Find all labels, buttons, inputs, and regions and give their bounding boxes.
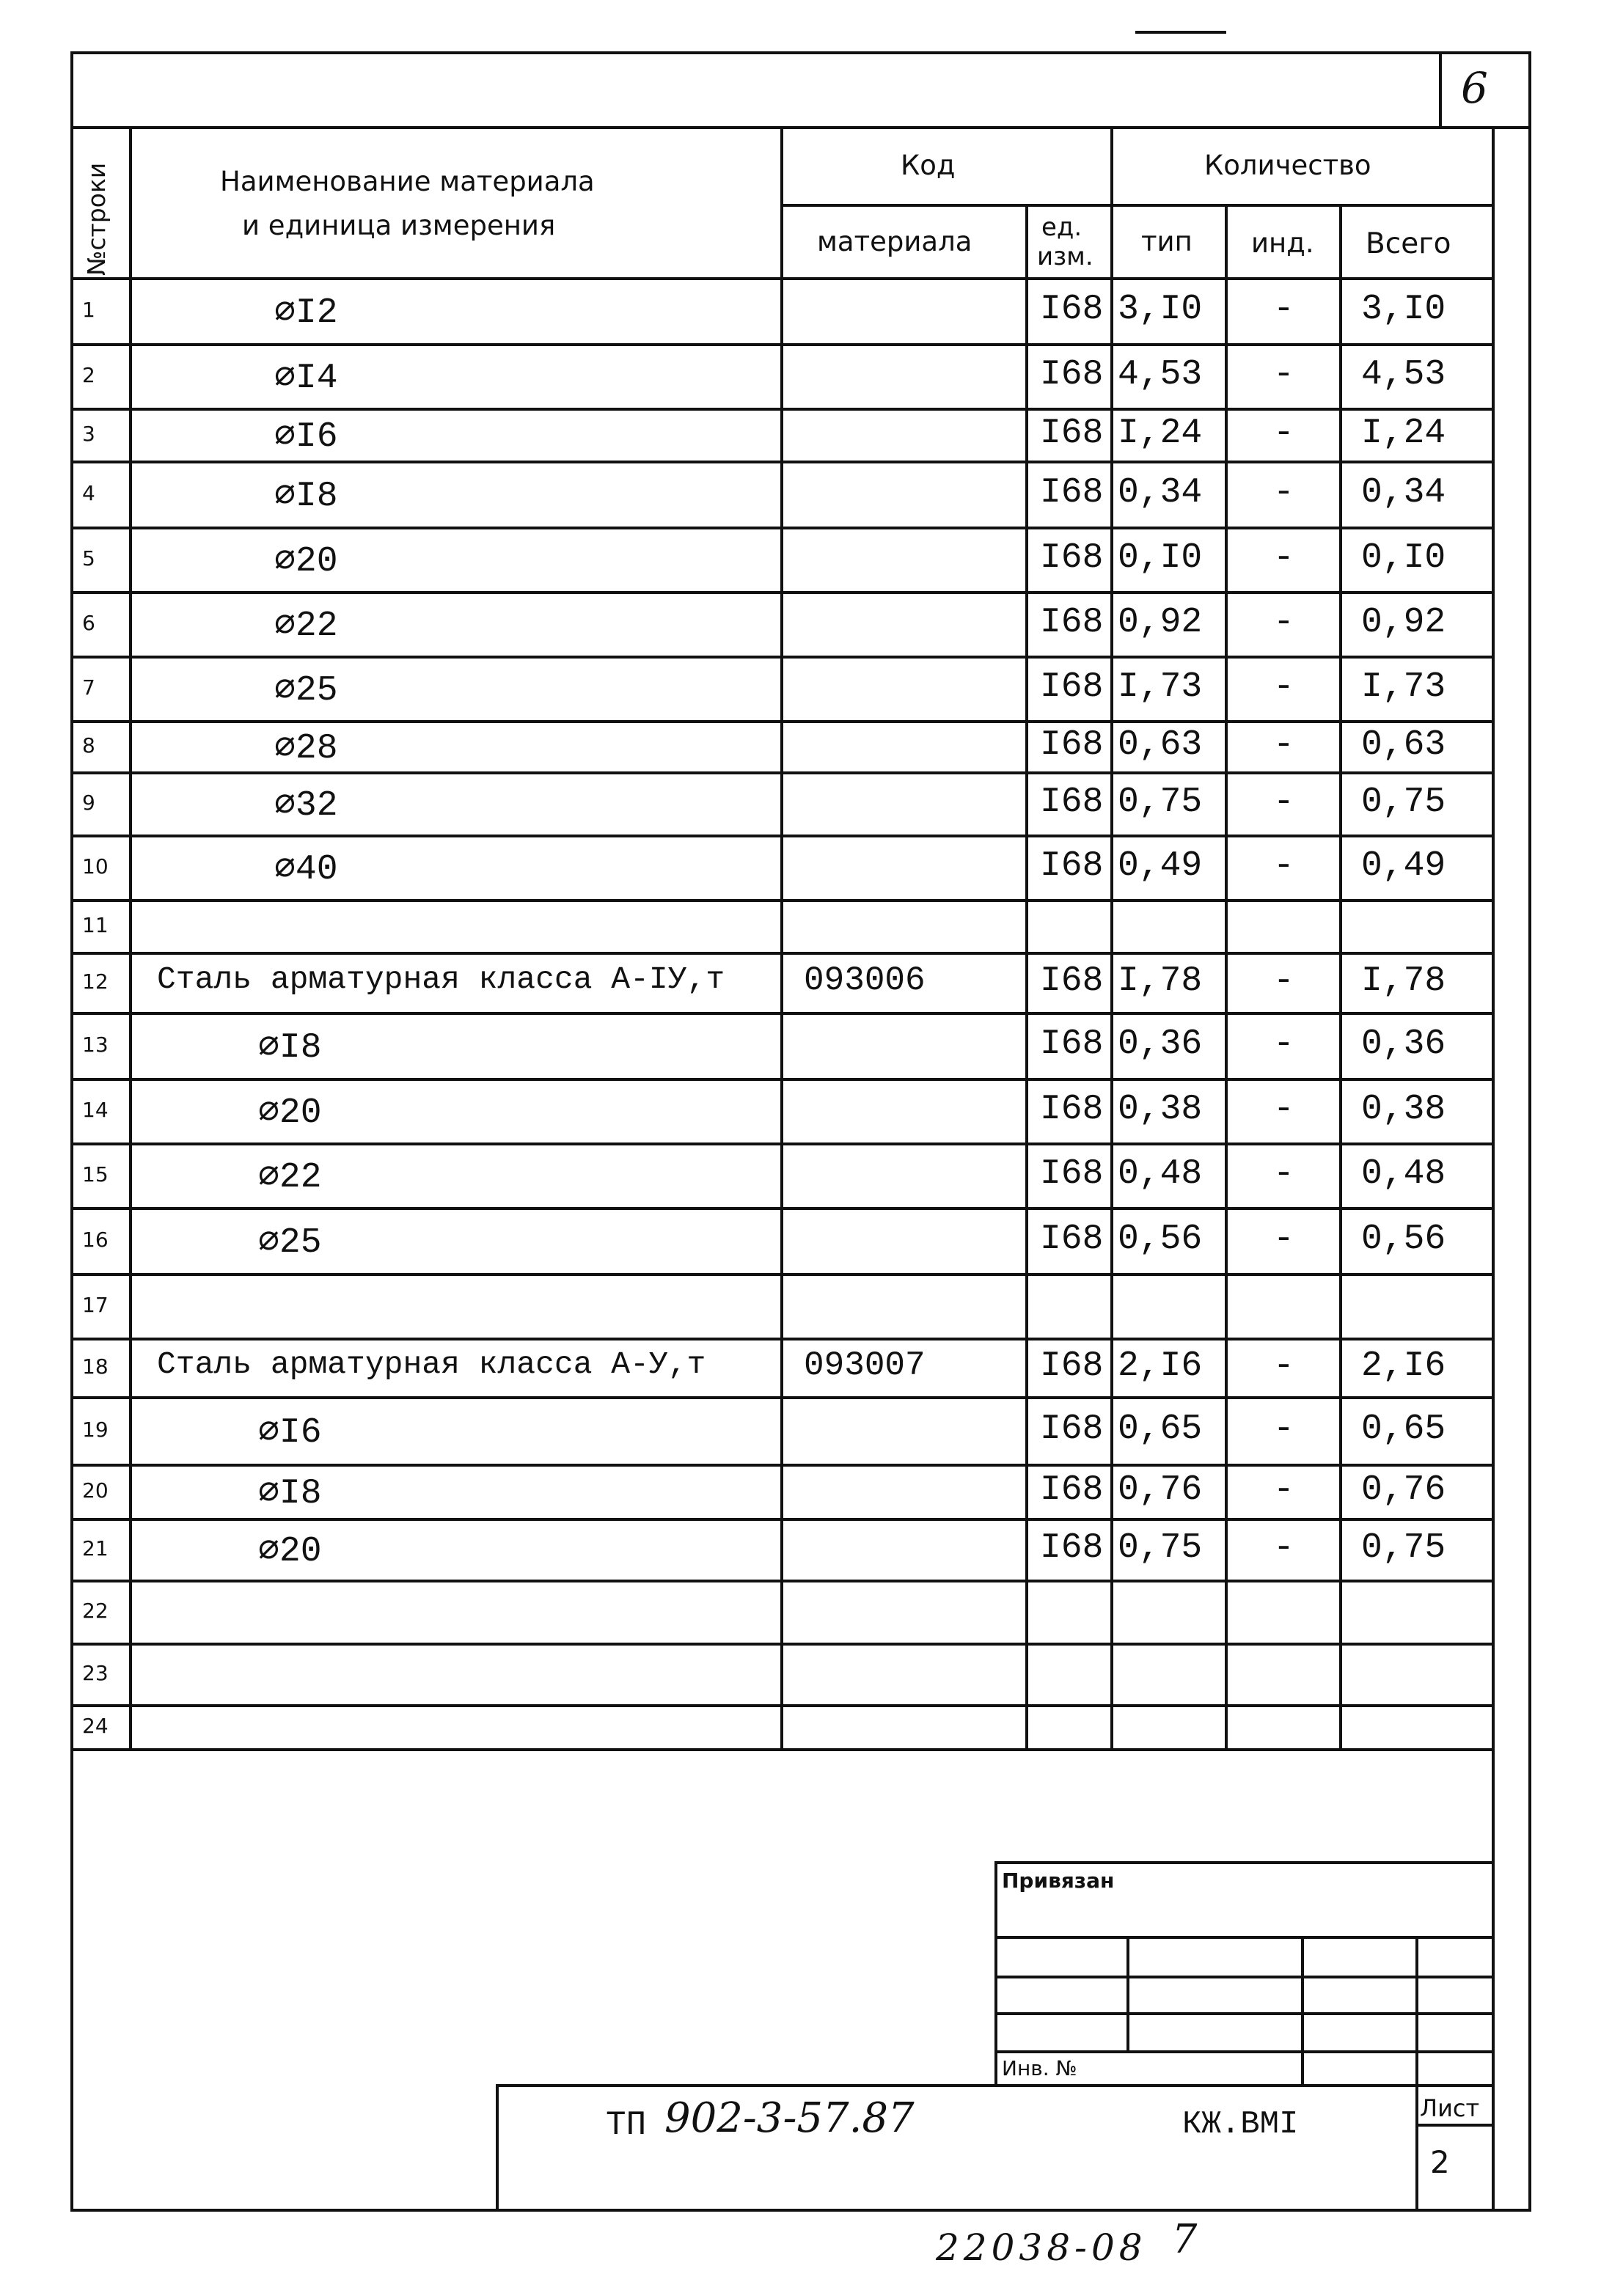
material-code-header: материала	[817, 226, 972, 257]
row-number: 9	[82, 791, 95, 815]
qty-ind: -	[1273, 1090, 1294, 1129]
row-number: 5	[82, 546, 95, 571]
row-number: 18	[82, 1354, 109, 1379]
qty-ind: -	[1273, 603, 1294, 642]
qty-ind: -	[1273, 355, 1294, 395]
material-code: 093006	[804, 961, 926, 1000]
qty-ind: -	[1273, 473, 1294, 513]
col-line-type	[1225, 204, 1228, 1751]
row-number: 12	[82, 969, 109, 994]
material-name: Сталь арматурная класса А-IУ,т	[157, 961, 725, 997]
row-number: 4	[82, 481, 95, 505]
qty-total: 0,63	[1361, 725, 1446, 765]
row-number: 14	[82, 1098, 109, 1122]
unit-code: I68	[1040, 846, 1104, 886]
unit-code: I68	[1040, 1528, 1104, 1568]
qty-ind: -	[1273, 1528, 1294, 1568]
row-number: 1	[82, 298, 95, 322]
qty-total: 0,56	[1361, 1219, 1446, 1259]
qty-type: 0,76	[1118, 1470, 1203, 1510]
qty-total: 2,I6	[1361, 1346, 1446, 1386]
titleblock-sheet-divider	[1415, 2084, 1418, 2212]
titleblock-top-line	[496, 2084, 1495, 2087]
qty-type: 0,I0	[1118, 538, 1203, 578]
stamp-col-3	[1415, 1936, 1418, 2086]
frame-right	[1528, 51, 1531, 2212]
col-line-name	[780, 126, 783, 1751]
qty-type: 4,53	[1118, 355, 1203, 395]
qty-ind: -	[1273, 846, 1294, 886]
qty-total: 0,65	[1361, 1409, 1446, 1449]
qty-type: I,73	[1118, 667, 1203, 707]
top-short-rule	[1135, 31, 1226, 34]
qty-ind: -	[1273, 961, 1294, 1001]
row-number: 19	[82, 1417, 109, 1442]
stamp-line-2	[994, 1976, 1495, 1978]
row-number: 16	[82, 1228, 109, 1252]
row-number: 8	[82, 733, 95, 758]
qty-total: 4,53	[1361, 355, 1446, 395]
corner-box-left	[1439, 51, 1442, 129]
unit-header-line2: изм.	[1037, 242, 1093, 271]
qty-ind: -	[1273, 1154, 1294, 1194]
qty-type: 0,48	[1118, 1154, 1203, 1194]
qty-ind: -	[1273, 290, 1294, 329]
qty-ind: -	[1273, 782, 1294, 822]
row-number: 2	[82, 363, 95, 387]
qty-total: 0,75	[1361, 782, 1446, 822]
total-header: Всего	[1366, 227, 1451, 260]
row-number: 22	[82, 1599, 109, 1623]
row-number: 3	[82, 422, 95, 446]
qty-ind: -	[1273, 667, 1294, 707]
row-number: 13	[82, 1033, 109, 1057]
material-name: ⌀I8	[258, 1028, 322, 1068]
table-right-border	[1492, 126, 1495, 2212]
qty-total: 3,I0	[1361, 290, 1446, 329]
row-number: 7	[82, 675, 95, 700]
material-code: 093007	[804, 1346, 926, 1384]
unit-code: I68	[1040, 603, 1104, 642]
unit-code: I68	[1040, 290, 1104, 329]
qty-total: 0,75	[1361, 1528, 1446, 1568]
qty-ind: -	[1273, 538, 1294, 578]
project-prefix: ТП	[606, 2106, 647, 2144]
document-code: КЖ.ВМI	[1182, 2106, 1299, 2143]
qty-type: 0,49	[1118, 846, 1203, 886]
stamp-col-2	[1301, 1936, 1304, 2086]
material-name: ⌀I6	[274, 417, 338, 457]
qty-total: 0,38	[1361, 1090, 1446, 1129]
unit-code: I68	[1040, 961, 1104, 1001]
material-name: ⌀I8	[274, 477, 338, 516]
material-name: ⌀20	[258, 1093, 322, 1133]
stamp-top-line	[994, 1861, 1495, 1864]
row-number: 20	[82, 1478, 109, 1503]
qty-ind: -	[1273, 1409, 1294, 1449]
name-header-line2: и единица измерения	[242, 210, 556, 241]
quantity-group-header: Количество	[1204, 150, 1371, 181]
qty-total: 0,76	[1361, 1470, 1446, 1510]
unit-code: I68	[1040, 1024, 1104, 1064]
unit-code: I68	[1040, 1090, 1104, 1129]
ind-header: инд.	[1251, 227, 1314, 259]
qty-total: 0,I0	[1361, 538, 1446, 578]
row-number: 21	[82, 1536, 109, 1560]
material-name: ⌀25	[258, 1223, 322, 1263]
row-number: 23	[82, 1661, 109, 1685]
qty-type: 0,63	[1118, 725, 1203, 765]
material-name: ⌀40	[274, 850, 338, 890]
inv-no-label: Инв. №	[1002, 2056, 1077, 2080]
sheet-number: 2	[1430, 2144, 1450, 2180]
qty-total: I,78	[1361, 961, 1446, 1001]
row-number: 10	[82, 854, 109, 879]
frame-bottom	[70, 2209, 1531, 2212]
material-name: ⌀20	[274, 542, 338, 582]
unit-code: I68	[1040, 538, 1104, 578]
qty-type: 0,65	[1118, 1409, 1203, 1449]
row-number: 24	[82, 1714, 109, 1738]
unit-code: I68	[1040, 1409, 1104, 1449]
sheet-corner-number: 6	[1461, 63, 1488, 113]
footer-page: 7	[1172, 2216, 1198, 2262]
material-name: ⌀32	[274, 786, 338, 826]
project-number: 902-3-57.87	[664, 2094, 915, 2142]
material-name: ⌀I6	[258, 1413, 322, 1453]
qty-total: 0,92	[1361, 603, 1446, 642]
qty-type: 3,I0	[1118, 290, 1203, 329]
row-number: 15	[82, 1162, 109, 1186]
qty-type: 2,I6	[1118, 1346, 1203, 1386]
qty-ind: -	[1273, 1346, 1294, 1386]
qty-ind: -	[1273, 725, 1294, 765]
qty-ind: -	[1273, 1219, 1294, 1259]
material-name: ⌀I4	[274, 359, 338, 398]
unit-code: I68	[1040, 1154, 1104, 1194]
unit-code: I68	[1040, 782, 1104, 822]
material-name: ⌀20	[258, 1532, 322, 1571]
unit-code: I68	[1040, 667, 1104, 707]
qty-total: 0,34	[1361, 473, 1446, 513]
col-line-ind	[1339, 204, 1342, 1751]
unit-code: I68	[1040, 1470, 1104, 1510]
material-name: ⌀25	[274, 671, 338, 711]
qty-type: I,78	[1118, 961, 1203, 1001]
qty-ind: -	[1273, 1024, 1294, 1064]
qty-total: I,73	[1361, 667, 1446, 707]
qty-type: 0,34	[1118, 473, 1203, 513]
qty-ind: -	[1273, 1470, 1294, 1510]
material-name: ⌀28	[274, 729, 338, 769]
material-name: ⌀I8	[258, 1474, 322, 1514]
col-line-code	[1025, 204, 1028, 1751]
stamp-line-3	[994, 2012, 1495, 2015]
frame-top	[70, 51, 1531, 54]
code-group-header: Код	[901, 150, 956, 181]
unit-code: I68	[1040, 473, 1104, 513]
qty-type: 0,36	[1118, 1024, 1203, 1064]
material-name: ⌀22	[274, 606, 338, 646]
qty-type: 0,75	[1118, 1528, 1203, 1568]
footer-number: 22038-08	[936, 2226, 1147, 2269]
col-line-unit	[1110, 126, 1113, 1751]
row-number: 6	[82, 611, 95, 635]
row-number: 11	[82, 913, 109, 937]
sheet-label: Лист	[1420, 2094, 1480, 2122]
qty-type: 0,75	[1118, 782, 1203, 822]
unit-header-line1: ед.	[1041, 213, 1082, 242]
qty-total: I,24	[1361, 414, 1446, 453]
qty-total: 0,36	[1361, 1024, 1446, 1064]
qty-type: 0,92	[1118, 603, 1203, 642]
qty-type: 0,56	[1118, 1219, 1203, 1259]
qty-total: 0,49	[1361, 846, 1446, 886]
header-mid-line	[780, 204, 1492, 207]
stamp-col-1	[1126, 1936, 1129, 2052]
material-name: ⌀I2	[274, 293, 338, 333]
unit-code: I68	[1040, 725, 1104, 765]
qty-total: 0,48	[1361, 1154, 1446, 1194]
material-name: Сталь арматурная класса А-У,т	[157, 1346, 706, 1382]
stamp-line-4	[994, 2050, 1495, 2053]
name-header-line1: Наименование материала	[220, 166, 595, 197]
qty-type: I,24	[1118, 414, 1203, 453]
sheet-label-line	[1415, 2124, 1495, 2127]
unit-code: I68	[1040, 1346, 1104, 1386]
unit-code: I68	[1040, 414, 1104, 453]
stamp-line-1	[994, 1936, 1495, 1939]
col-line-rownum	[129, 126, 132, 1751]
row-number: 17	[82, 1293, 109, 1317]
material-name: ⌀22	[258, 1158, 322, 1197]
row-number-header: №строки	[82, 162, 111, 276]
type-header: тип	[1141, 226, 1192, 257]
qty-type: 0,38	[1118, 1090, 1203, 1129]
frame-left	[70, 51, 73, 2212]
bound-label: Привязан	[1002, 1868, 1115, 1893]
unit-code: I68	[1040, 1219, 1104, 1259]
titleblock-left-line	[496, 2084, 499, 2212]
qty-ind: -	[1273, 414, 1294, 453]
unit-code: I68	[1040, 355, 1104, 395]
